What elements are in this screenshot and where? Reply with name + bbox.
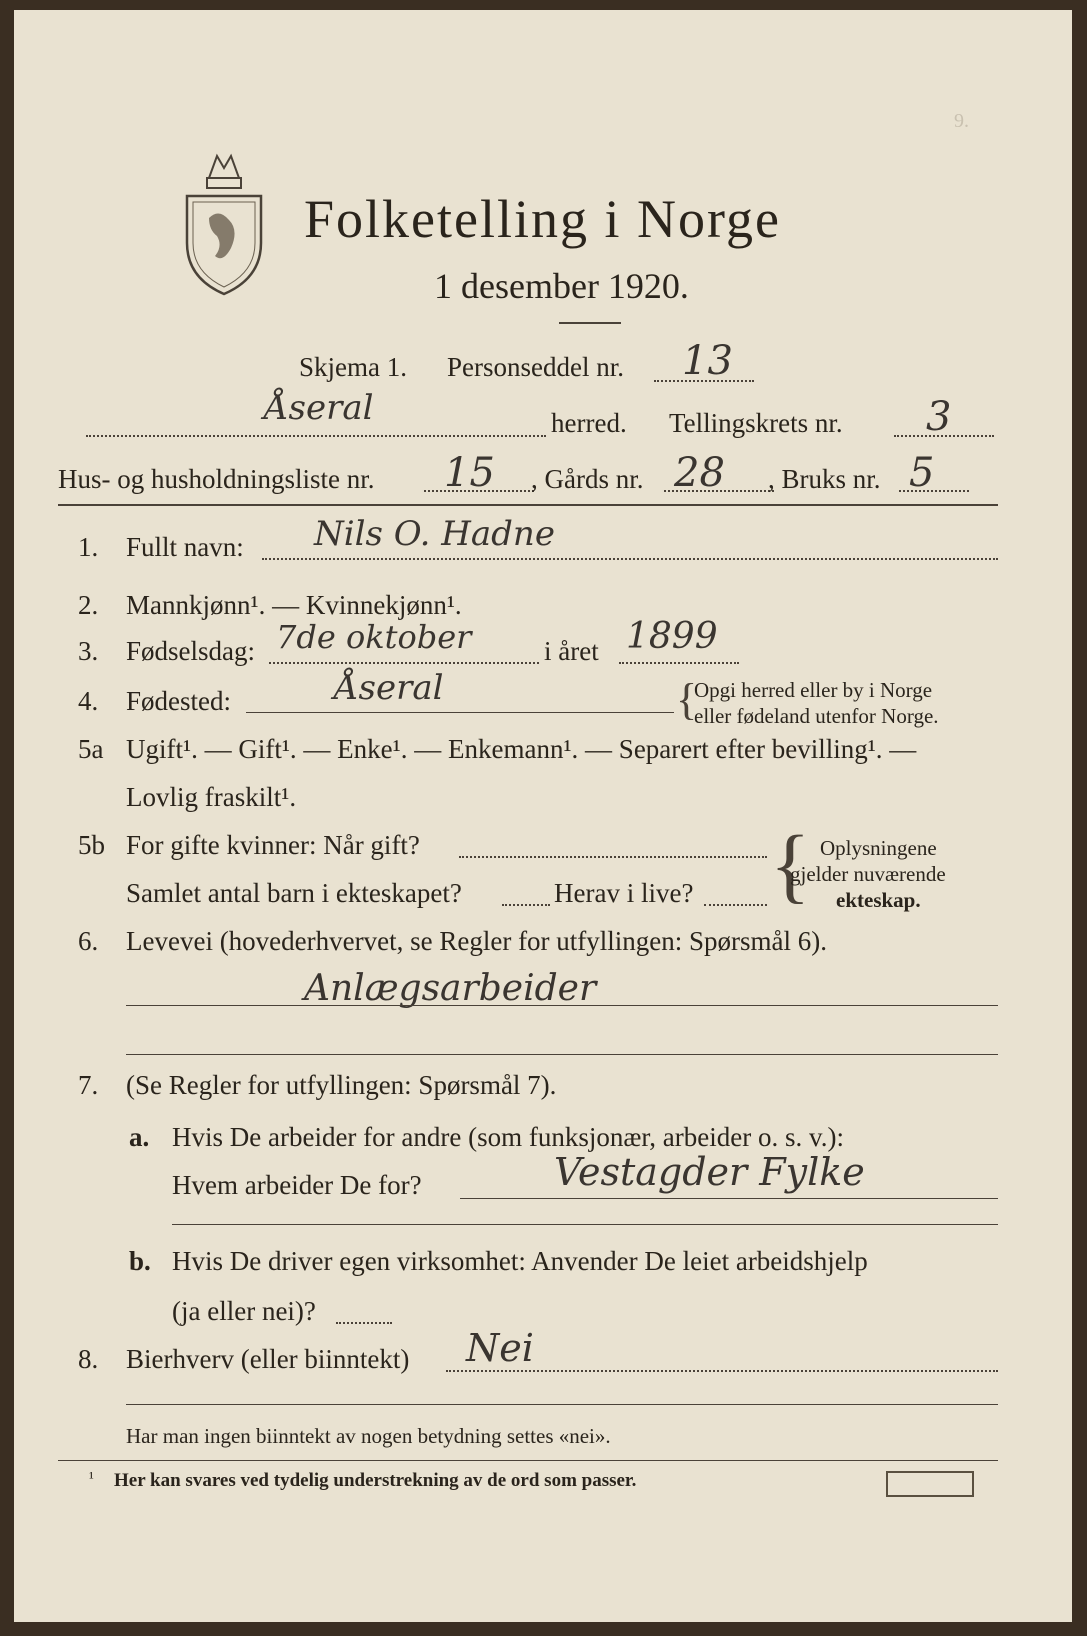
birthday-field-line (269, 662, 539, 664)
occupation-line-1 (126, 1005, 998, 1006)
hus-field[interactable]: 15 (444, 450, 495, 496)
footer-divider (126, 1404, 998, 1405)
gender-options[interactable]: Mannkjønn¹. — Kvinnekjønn¹. (126, 590, 462, 620)
footnote-text: Her kan svares ved tydelig understrekning av de ord som passer. (114, 1470, 637, 1491)
q7b-line2: (ja eller nei)? (172, 1296, 316, 1326)
q6-number: 6. (78, 926, 99, 956)
side-income-field[interactable]: Nei (466, 1326, 534, 1370)
q1-number: 1. (78, 532, 99, 562)
coat-of-arms-icon (179, 148, 269, 298)
footnote-marker: ¹ (89, 1470, 94, 1487)
q3-label: Fødselsdag: (126, 636, 256, 666)
employer-field-line (460, 1198, 998, 1199)
marriage-note-line2: gjelder nuværende (790, 862, 946, 886)
form-title: Folketelling i Norge (304, 189, 781, 249)
birthday-field[interactable]: 7de oktober (276, 618, 472, 656)
occupation-line-2 (126, 1054, 998, 1055)
herred-label: herred. (551, 408, 627, 438)
marital-status-divorced[interactable]: Lovlig fraskilt¹. (126, 782, 297, 812)
herred-field[interactable]: Åseral (264, 388, 374, 428)
gards-label: , Gårds nr. (531, 464, 644, 494)
q7a-line2: Hvem arbeider De for? (172, 1170, 422, 1200)
printer-stamp (886, 1471, 974, 1497)
q8-label: Bierhverv (eller biinntekt) (126, 1344, 410, 1374)
q5a-number: 5a (78, 734, 104, 764)
bruks-label: , Bruks nr. (768, 464, 881, 494)
header-divider (58, 504, 998, 506)
q6-label: Levevei (hovederhvervet, se Regler for utfyllingen: Spørsmål 6). (126, 926, 828, 956)
q5b-number: 5b (78, 830, 105, 860)
q1-field-line (262, 558, 998, 560)
q7-number: 7. (78, 1070, 99, 1100)
personseddel-field[interactable]: 13 (682, 338, 733, 384)
q7a-number: a. (129, 1122, 150, 1152)
herred-field-line (86, 435, 546, 437)
occupation-field[interactable]: Anlægsarbeider (304, 968, 597, 1009)
marriage-note-brace: { (770, 819, 811, 912)
marriage-note-line1: Oplysningene (820, 836, 937, 860)
hus-label: Hus- og husholdningsliste nr. (58, 464, 375, 494)
q2-number: 2. (78, 590, 99, 620)
birthplace-note-brace: { (676, 675, 698, 724)
q4-number: 4. (78, 686, 99, 716)
employer-line-2 (172, 1224, 998, 1225)
year-label: i året (544, 636, 599, 666)
q7-label: (Se Regler for utfyllingen: Spørsmål 7). (126, 1070, 557, 1100)
skjema-label: Skjema 1. (299, 352, 407, 382)
gards-field[interactable]: 28 (674, 450, 725, 496)
tellingskrets-label: Tellingskrets nr. (669, 408, 843, 438)
form-date: 1 desember 1920. (434, 266, 689, 306)
birthplace-note-line1: Opgi herred eller by i Norge (694, 678, 933, 702)
tellingskrets-field[interactable]: 3 (926, 394, 952, 440)
footer-note: Har man ingen biinntekt av nogen betydning settes «nei». (126, 1424, 611, 1448)
full-name-field[interactable]: Nils O. Hadne (314, 514, 555, 554)
children-total-label: Samlet antal barn i ekteskapet? (126, 878, 462, 908)
q1-label: Fullt navn: (126, 532, 244, 562)
birthplace-note-line2: eller fødeland utenfor Norge. (694, 704, 939, 728)
birth-year-field[interactable]: 1899 (626, 616, 718, 657)
side-income-field-line (446, 1370, 998, 1372)
personseddel-label: Personseddel nr. (447, 352, 624, 382)
married-when-field[interactable] (459, 856, 767, 858)
married-when-label: For gifte kvinner: Når gift? (126, 830, 420, 860)
bruks-field[interactable]: 5 (909, 450, 935, 496)
q3-number: 3. (78, 636, 99, 666)
children-alive-field[interactable] (704, 904, 767, 906)
q7a-line1: Hvis De arbeider for andre (som funksjonær, arbeider o. s. v.): (172, 1122, 844, 1152)
employer-field[interactable]: Vestagder Fylke (554, 1150, 865, 1194)
q7b-line1: Hvis De driver egen virksomhet: Anvender De leiet arbeidshjelp (172, 1246, 868, 1276)
bleed-through-text: 9. (954, 110, 969, 132)
census-form-page (14, 10, 1072, 1622)
q8-number: 8. (78, 1344, 99, 1374)
marital-status-options[interactable]: Ugift¹. — Gift¹. — Enke¹. — Enkemann¹. — Separert efter bevilling¹. — (126, 734, 917, 764)
q4-label: Fødested: (126, 686, 231, 716)
q7b-number: b. (129, 1246, 151, 1276)
title-divider (559, 322, 621, 324)
marriage-note-line3: ekteskap. (836, 888, 921, 912)
children-total-field[interactable] (502, 904, 550, 906)
children-alive-label: Herav i live? (554, 878, 694, 908)
footnote-divider (58, 1460, 998, 1461)
birthplace-field[interactable]: Åseral (334, 668, 444, 708)
hired-help-field[interactable] (336, 1322, 392, 1324)
birthplace-field-line (246, 712, 674, 713)
birth-year-field-line (619, 662, 739, 664)
